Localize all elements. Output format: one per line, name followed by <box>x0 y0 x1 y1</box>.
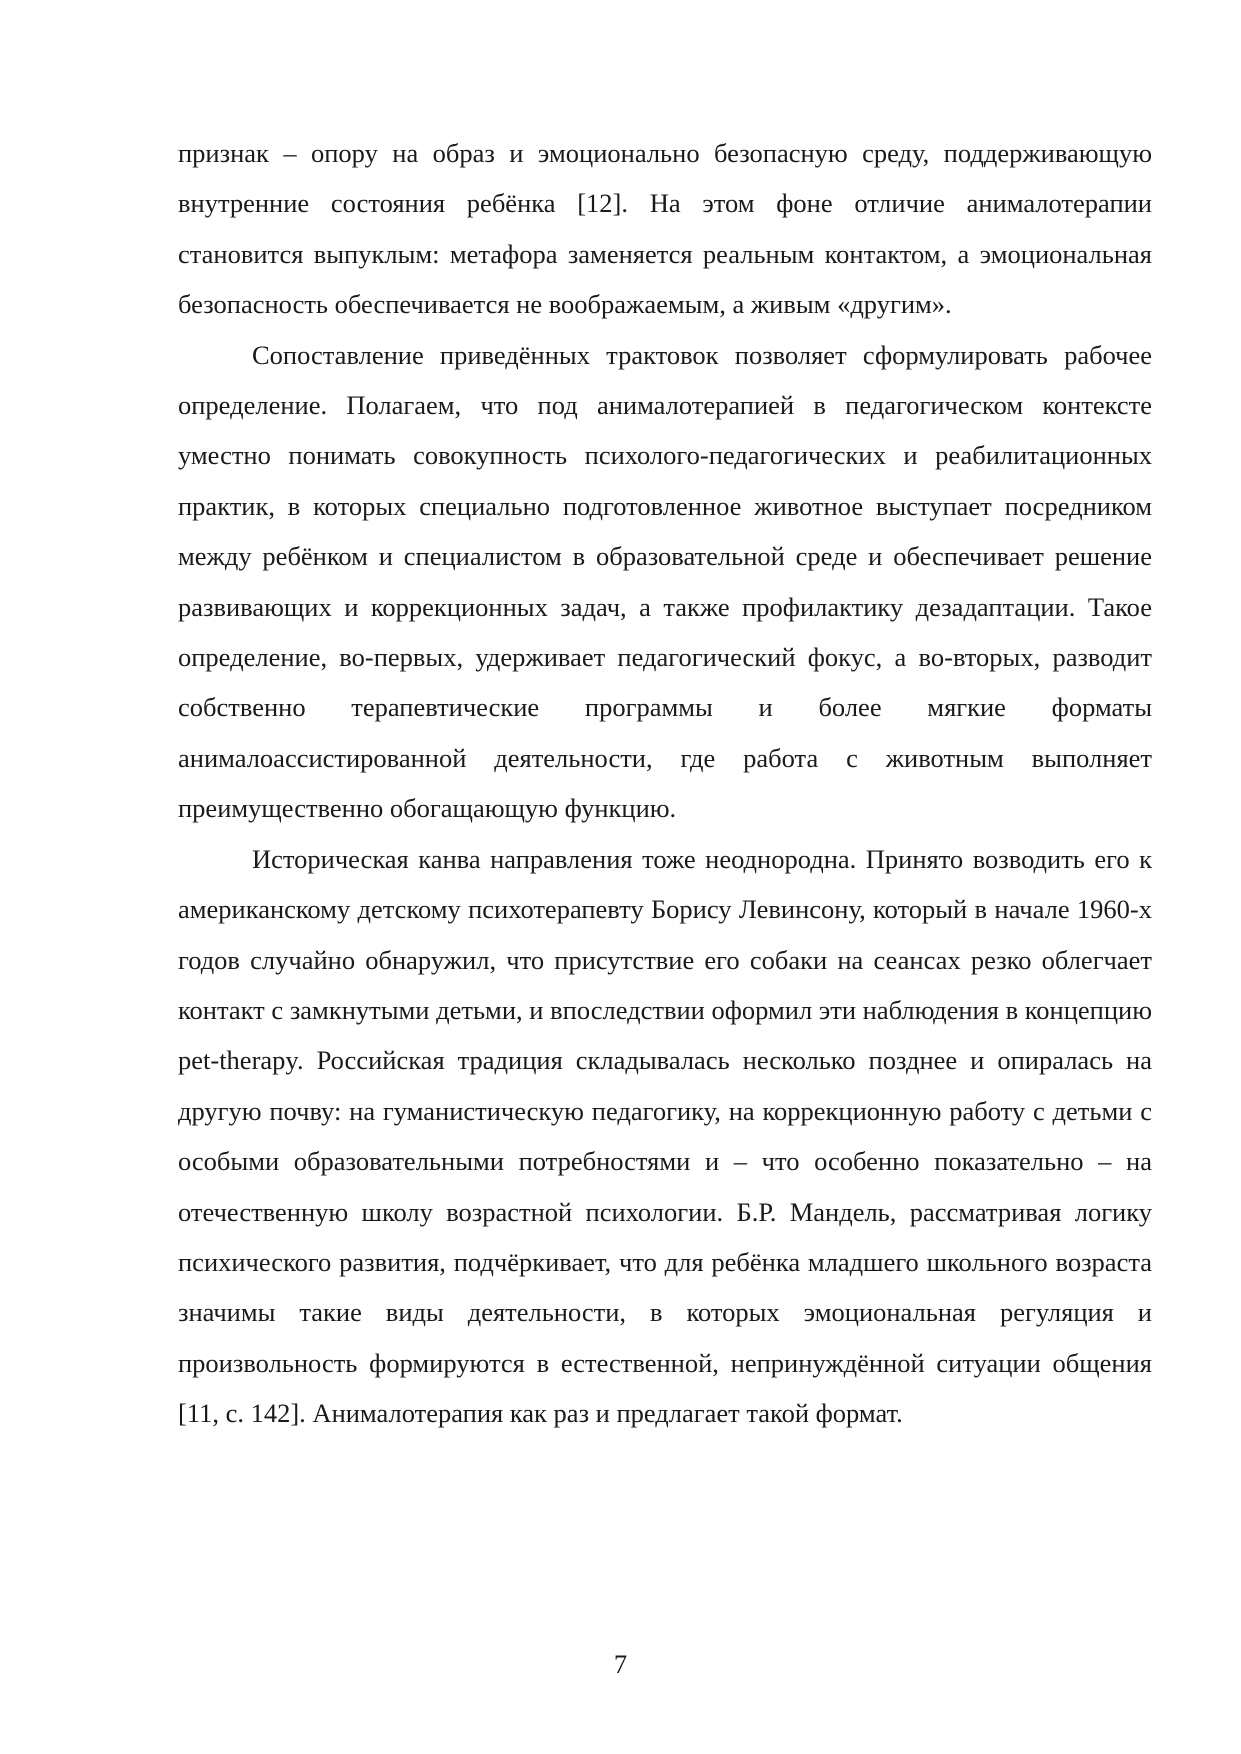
paragraph-continuation: признак – опору на образ и эмоционально безопасную среду, поддерживающую внутренние состояния ребёнка [12]. На этом фоне отличие анималотерапии становится выпуклым: метафора заменяется реальным контактом, а эмоциональная безопасность обеспечивается не воображаемым, а живым «другим». <box>178 138 1152 320</box>
page-number: 7 <box>613 1649 628 1679</box>
paragraph-definition: Сопоставление приведённых трактовок позволяет сформулировать рабочее определение. Полагаем, что под анималотерапией в педагогическом контексте уместно понимать совокупность психолого-педагогических и реабилитационных практик, в которых специально подготовленное животное выступает посредником между ребёнком и специалистом в образовательной среде и обеспечивает решение развивающих и коррекционных задач, а также профилактику дезадаптации. Такое определение, во-первых, удерживает педагогический фокус, а во-вторых, разводит собственно терапевтические программы и более мягкие форматы анималоассистированной деятельности, где работа с животным выполняет преимущественно обогащающую функцию. <box>178 339 1152 824</box>
body-text <box>178 128 1152 1439</box>
paragraph-history: Историческая канва направления тоже неоднородна. Принято возводить его к американскому детскому психотерапевту Борису Левинсону, который в начале 1960-х годов случайно обнаружил, что присутствие его собаки на сеансах резко облегчает контакт с замкнутыми детьми, и впоследствии оформил эти наблюдения в концепцию pet-therapy. Российская традиция складывалась несколько позднее и опиралась на другую почву: на гуманистическую педагогику, на коррекционную работу с детьми с особыми образовательными потребностями и – что особенно показательно – на отечественную школу возрастной психологии. Б.Р. Мандель, рассматривая логику психического развития, подчёркивает, что для ребёнка младшего школьного возраста значимы такие виды деятельности, в которых эмоциональная регуляция и произвольность формируются в естественной, непринуждённой ситуации общения [11, с. 142]. Анималотерапия как раз и предлагает такой формат. <box>178 843 1152 1429</box>
